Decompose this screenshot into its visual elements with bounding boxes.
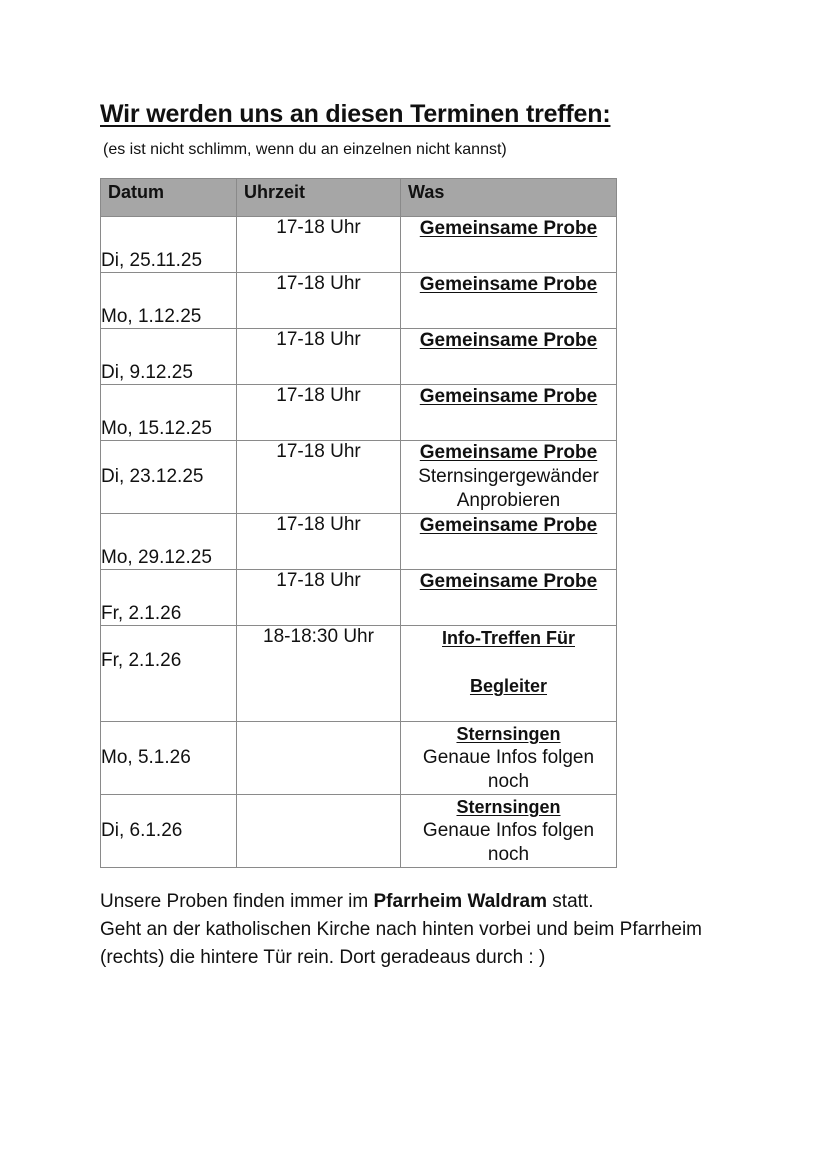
row-date: Di, 9.12.25	[101, 329, 237, 385]
activity-label: Begleiter	[469, 676, 548, 696]
activity-note: noch	[487, 844, 530, 865]
row-time: 17-18 Uhr	[237, 514, 401, 570]
row-time: 17-18 Uhr	[237, 570, 401, 626]
page-subtitle: (es ist nicht schlimm, wenn du an einzelnen nicht kannst)	[103, 141, 507, 158]
row-what	[401, 441, 617, 514]
row-date: Di, 6.1.26	[101, 795, 237, 868]
table-row	[101, 514, 617, 570]
activity-label: Gemeinsame Probe	[419, 442, 598, 463]
row-time: 17-18 Uhr	[237, 441, 401, 514]
activity-label: Sternsingen	[456, 724, 561, 744]
row-date: Mo, 29.12.25	[101, 514, 237, 570]
location-info	[100, 888, 720, 972]
table-row	[101, 385, 617, 441]
row-date: Mo, 5.1.26	[101, 722, 237, 795]
row-what	[401, 329, 617, 385]
row-date: Mo, 15.12.25	[101, 385, 237, 441]
table-row	[101, 626, 617, 722]
table-row	[101, 217, 617, 273]
row-what	[401, 570, 617, 626]
directions-text: Geht an der katholischen Kirche nach hinten vorbei und beim Pfarrheim (rechts) die hintere Tür rein. Dort geradeaus durch : )	[100, 919, 703, 968]
activity-note: Sternsingergewänder	[418, 466, 599, 487]
location-text: statt.	[547, 891, 594, 912]
header-time: Uhrzeit	[237, 179, 401, 217]
row-date: Mo, 1.12.25	[101, 273, 237, 329]
row-time	[237, 722, 401, 795]
header-date: Datum	[101, 179, 237, 217]
activity-note: noch	[487, 771, 530, 792]
table-row	[101, 441, 617, 514]
activity-note: Genaue Infos folgen	[422, 747, 595, 768]
row-date: Di, 23.12.25	[101, 441, 237, 514]
row-what	[401, 626, 617, 722]
activity-label: Gemeinsame Probe	[419, 571, 598, 592]
row-time: 18-18:30 Uhr	[237, 626, 401, 722]
row-what	[401, 273, 617, 329]
activity-label: Gemeinsame Probe	[419, 386, 598, 407]
table-row	[101, 329, 617, 385]
table-row	[101, 722, 617, 795]
row-time: 17-18 Uhr	[237, 329, 401, 385]
table-row	[101, 273, 617, 329]
row-time: 17-18 Uhr	[237, 217, 401, 273]
activity-label: Info-Treffen Für	[442, 628, 575, 648]
schedule-table	[100, 178, 617, 868]
activity-label: Sternsingen	[456, 797, 561, 817]
row-date: Fr, 2.1.26	[101, 570, 237, 626]
row-time: 17-18 Uhr	[237, 273, 401, 329]
activity-label: Gemeinsame Probe	[419, 330, 598, 351]
activity-note: Anprobieren	[456, 490, 561, 511]
activity-label: Gemeinsame Probe	[419, 274, 598, 295]
table-row	[101, 570, 617, 626]
row-what	[401, 722, 617, 795]
header-what: Was	[401, 179, 617, 217]
row-time: 17-18 Uhr	[237, 385, 401, 441]
page-title: Wir werden uns an diesen Terminen treffen:	[100, 100, 611, 128]
location-name: Pfarrheim Waldram	[373, 891, 548, 912]
row-what	[401, 217, 617, 273]
activity-label: Gemeinsame Probe	[419, 515, 598, 536]
activity-label: Gemeinsame Probe	[419, 218, 598, 239]
activity-note: Genaue Infos folgen	[422, 820, 595, 841]
row-what	[401, 795, 617, 868]
row-date: Fr, 2.1.26	[101, 626, 237, 722]
table-row	[101, 795, 617, 868]
row-time	[237, 795, 401, 868]
row-date: Di, 25.11.25	[101, 217, 237, 273]
row-what	[401, 385, 617, 441]
location-text: Unsere Proben finden immer im	[100, 891, 374, 912]
table-header-row	[101, 179, 617, 217]
row-what	[401, 514, 617, 570]
